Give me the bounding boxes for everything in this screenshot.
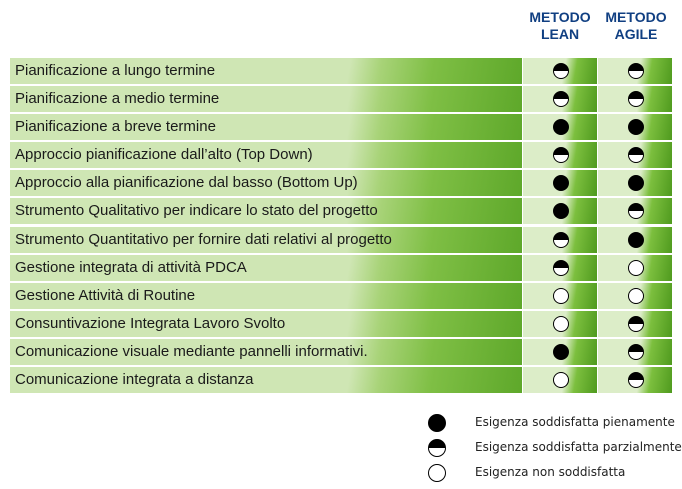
row-label: Gestione Attività di Routine bbox=[15, 286, 196, 304]
lean-status-cell bbox=[523, 86, 597, 112]
agile-status-cell bbox=[598, 311, 672, 337]
lean-full-circle-icon bbox=[553, 175, 569, 191]
row-label: Comunicazione integrata a distanza bbox=[15, 371, 254, 389]
lean-status-cell bbox=[523, 114, 597, 140]
agile-status-cell bbox=[598, 339, 672, 365]
row-label-cell bbox=[10, 367, 522, 393]
agile-status-cell bbox=[598, 58, 672, 84]
agile-full-circle-icon bbox=[628, 232, 644, 248]
lean-empty-circle-icon bbox=[553, 316, 569, 332]
row-label-cell bbox=[10, 339, 522, 365]
header-metodo-lean bbox=[520, 9, 600, 43]
header-metodo-agile bbox=[596, 9, 676, 43]
table-row bbox=[10, 283, 673, 309]
row-label-cell bbox=[10, 255, 522, 281]
legend-half-circle-icon bbox=[428, 439, 446, 457]
lean-status-cell bbox=[523, 255, 597, 281]
row-label: Gestione integrata di attività PDCA bbox=[15, 258, 247, 276]
row-label: Pianificazione a medio termine bbox=[15, 90, 220, 108]
legend-text: Esigenza soddisfatta parzialmente bbox=[475, 440, 682, 454]
row-label-cell bbox=[10, 283, 522, 309]
agile-full-circle-icon bbox=[628, 119, 644, 135]
row-label-cell bbox=[10, 58, 522, 84]
lean-half-circle-icon bbox=[553, 147, 569, 163]
agile-status-cell bbox=[598, 255, 672, 281]
lean-full-circle-icon bbox=[553, 119, 569, 135]
agile-half-circle-icon bbox=[628, 344, 644, 360]
row-label-cell bbox=[10, 227, 522, 253]
lean-status-cell bbox=[523, 367, 597, 393]
lean-empty-circle-icon bbox=[553, 288, 569, 304]
table-row bbox=[10, 255, 673, 281]
agile-half-circle-icon bbox=[628, 63, 644, 79]
row-label: Approccio pianificazione dall’alto (Top Down) bbox=[15, 146, 313, 164]
row-label-cell bbox=[10, 170, 522, 196]
lean-status-cell bbox=[523, 58, 597, 84]
row-label-cell bbox=[10, 114, 522, 140]
agile-half-circle-icon bbox=[628, 147, 644, 163]
lean-status-cell bbox=[523, 311, 597, 337]
lean-full-circle-icon bbox=[553, 344, 569, 360]
lean-status-cell bbox=[523, 198, 597, 224]
row-label: Consuntivazione Integrata Lavoro Svolto bbox=[15, 314, 286, 332]
table-row bbox=[10, 311, 673, 337]
lean-half-circle-icon bbox=[553, 232, 569, 248]
table-row bbox=[10, 142, 673, 168]
agile-status-cell bbox=[598, 114, 672, 140]
agile-status-cell bbox=[598, 170, 672, 196]
agile-status-cell bbox=[598, 198, 672, 224]
row-label-cell bbox=[10, 311, 522, 337]
lean-half-circle-icon bbox=[553, 91, 569, 107]
legend-text: Esigenza non soddisfatta bbox=[475, 465, 626, 479]
row-label: Pianificazione a lungo termine bbox=[15, 62, 216, 79]
lean-status-cell bbox=[523, 339, 597, 365]
agile-half-circle-icon bbox=[628, 91, 644, 107]
legend-empty-circle-icon bbox=[428, 464, 446, 482]
agile-status-cell bbox=[598, 86, 672, 112]
row-label-cell bbox=[10, 142, 522, 168]
table-row bbox=[10, 170, 673, 196]
agile-empty-circle-icon bbox=[628, 260, 644, 276]
agile-status-cell bbox=[598, 283, 672, 309]
agile-half-circle-icon bbox=[628, 203, 644, 219]
row-label: Comunicazione visuale mediante pannelli informativi. bbox=[15, 342, 368, 360]
row-label-cell bbox=[10, 86, 522, 112]
legend-text: Esigenza soddisfatta pienamente bbox=[475, 415, 675, 429]
header-lean-line1: METODO bbox=[529, 9, 591, 25]
comparison-table bbox=[10, 58, 673, 395]
lean-status-cell bbox=[523, 283, 597, 309]
lean-status-cell bbox=[523, 227, 597, 253]
lean-half-circle-icon bbox=[553, 63, 569, 79]
lean-half-circle-icon bbox=[553, 260, 569, 276]
header-agile-line1: METODO bbox=[605, 9, 667, 25]
agile-half-circle-icon bbox=[628, 372, 644, 388]
legend-full-circle-icon bbox=[428, 414, 446, 432]
lean-status-cell bbox=[523, 142, 597, 168]
row-label: Strumento Qualitativo per indicare lo stato del progetto bbox=[15, 202, 378, 220]
table-row bbox=[10, 58, 673, 84]
table-row bbox=[10, 339, 673, 365]
agile-status-cell bbox=[598, 367, 672, 393]
agile-half-circle-icon bbox=[628, 316, 644, 332]
header-agile-line2: AGILE bbox=[614, 26, 658, 42]
header-lean-line2: LEAN bbox=[540, 26, 580, 42]
agile-status-cell bbox=[598, 142, 672, 168]
lean-full-circle-icon bbox=[553, 203, 569, 219]
table-row bbox=[10, 198, 673, 224]
agile-empty-circle-icon bbox=[628, 288, 644, 304]
lean-status-cell bbox=[523, 170, 597, 196]
row-label: Pianificazione a breve termine bbox=[15, 118, 216, 136]
table-row bbox=[10, 367, 673, 393]
table-row bbox=[10, 86, 673, 112]
table-row bbox=[10, 227, 673, 253]
row-label: Strumento Quantitativo per fornire dati relativi al progetto bbox=[15, 230, 392, 248]
lean-empty-circle-icon bbox=[553, 372, 569, 388]
row-label: Approccio alla pianificazione dal basso (Bottom Up) bbox=[15, 174, 358, 192]
agile-full-circle-icon bbox=[628, 175, 644, 191]
row-label-cell bbox=[10, 198, 522, 224]
agile-status-cell bbox=[598, 227, 672, 253]
table-row bbox=[10, 114, 673, 140]
